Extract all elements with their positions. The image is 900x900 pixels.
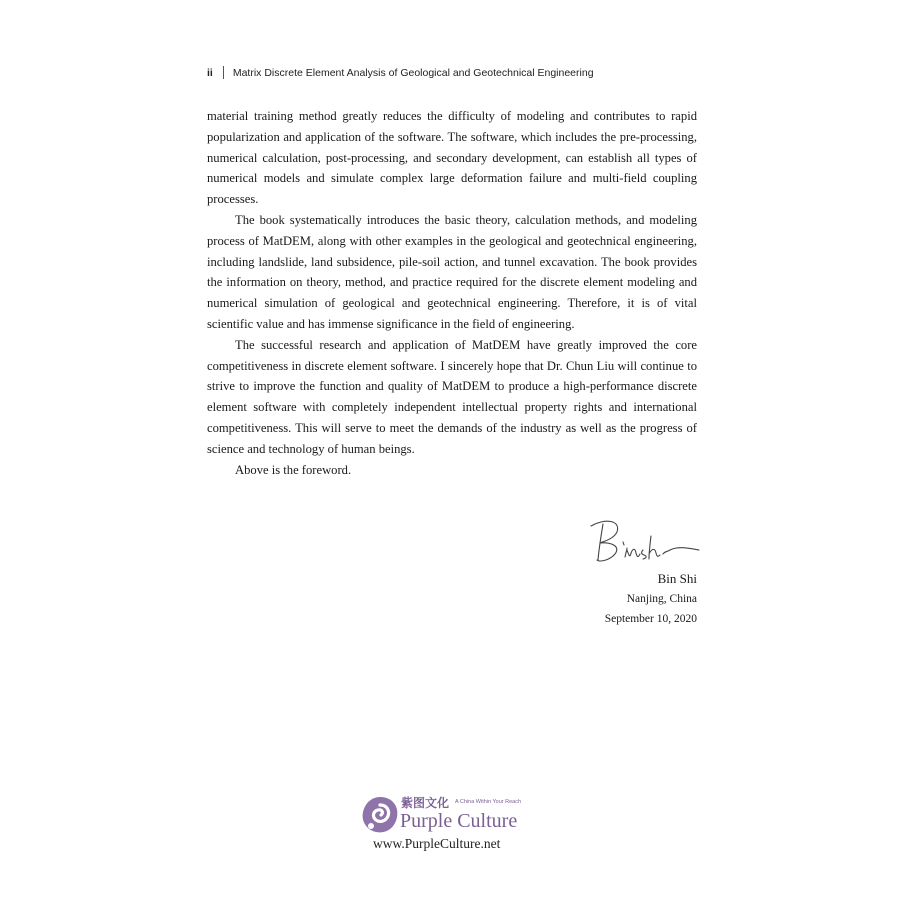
signoff xyxy=(605,569,697,629)
foreword-body xyxy=(207,106,697,480)
author-name: Bin Shi xyxy=(657,571,697,586)
author-location: Nanjing, China xyxy=(626,593,697,605)
paragraph-2: The book systematically introduces the basic theory, calculation methods, and modeling process of MatDEM, along with other examples in the geological and geotechnical engineering, including landslide, land subsidence, pile-soil action, and tunnel excavation. The book provides the information on theory, method, and practice required for the discrete element modeling and numerical simulation of geological and geotechnical engineering. Therefore, it is of vital scientific value and has immense significance in the field of engineering. xyxy=(207,212,697,331)
running-head xyxy=(207,66,594,79)
header-divider xyxy=(223,66,224,79)
brand-tagline: A China Within Your Reach xyxy=(455,799,522,805)
signoff-date: September 10, 2020 xyxy=(604,613,697,625)
book-title: Matrix Discrete Element Analysis of Geological and Geotechnical Engineering xyxy=(232,66,594,79)
paragraph-4: Above is the foreword. xyxy=(235,462,352,477)
paragraph-1: material training method greatly reduces the difficulty of modeling and contributes to rapid popularization and application of the software. The software, which includes the pre-processing, numerical calculation, post-processing, and secondary development, can establish all types of numerical models and simulate complex large deformation failure and multi-field coupling processes. xyxy=(207,109,697,207)
page-number: ii xyxy=(207,66,213,79)
purple-culture-logo xyxy=(360,795,400,835)
brand-url: www.PurpleCulture.net xyxy=(373,836,501,851)
purple-culture-watermark xyxy=(360,793,560,861)
brand-name: Purple Culture xyxy=(400,810,518,832)
brand-chinese-name: 紫图文化 xyxy=(401,796,450,810)
paragraph-3: The successful research and application of MatDEM have greatly improved the core competitiveness in discrete element software. I sincerely hope that Dr. Chun Liu will continue to strive to improve the function and quality of MatDEM to produce a high-performance discrete element software with completely independent intellectual property rights and international competitiveness. This will serve to meet the demands of the industry as well as the progress of science and technology of human beings. xyxy=(207,337,697,456)
handwritten-signature xyxy=(585,512,703,570)
